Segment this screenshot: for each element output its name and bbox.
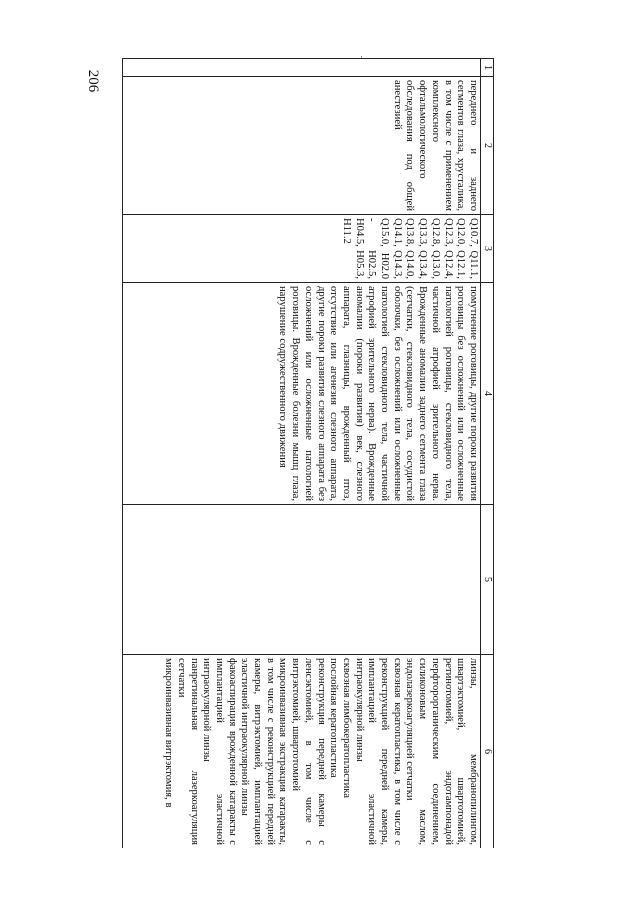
table-row [123,59,481,849]
cell-diagnosis-area: переднего и заднего сегментов глаза, хрусталика, в том числе с применением комплексного офтальмологического обследования под общей анестезией [123,77,481,215]
header-col-1: 1 [481,59,494,77]
header-col-3: 3 [481,215,494,283]
method-item: микроинвазивная витрэктомия, в [163,658,175,808]
method-item: факоаспирация врожденной катаракты с имплантацией эластичной интраокулярной линзы [201,658,238,845]
cell-treatment-type [123,505,481,655]
header-col-2: 2 [481,77,494,215]
cell-col-1 [123,59,481,77]
method-item: реконструкция передней камеры с ленсэктомией, в том числе с витрэктомией, швартотомией [290,658,327,845]
header-col-6: 6 [481,655,494,849]
header-col-4: 4 [481,283,494,505]
stray-mark: · [360,52,363,62]
table-header-row [481,59,494,849]
methods-list [161,658,479,845]
rotated-table-area [122,58,494,848]
method-item: линзы, мембранопилингом, швартэктомией, швартотомией, ретинотомией, эндотампонадой перфторорганическим соединением, силиконовым маслом, эндолазеркоагуляцией сетчатки [404,658,479,845]
method-item: микроинвазивная экстракция катаракты, в том числе с реконструкцией передней камеры, витрэктомией, имплантацией эластичной интраокулярной линзы [239,658,289,845]
cell-methods [123,655,481,849]
method-item: сквозная лимбокератопластика [340,658,352,798]
cell-disease-model: помутнение роговицы, другие пороки развития роговицы без осложнений или осложненные патологией роговицы, стекловидного тела, частичной атрофией зрительного нерва. Врожденные аномалии заднего сегмента глаза (сетчатки, стекловидного тела, сосудистой оболочки, без осложнений или осложненные патологией стекловидного тела, частичной атрофией зрительного нерва). Врожденные аномалии (пороки развития) век, слезного аппарата, глазницы, врожденный птоз, отсутствие или агенезия слезного аппарата, другие пороки развития слезного аппарата без осложнений или осложненные патологией роговицы. Врожденные болезни мышц глаза, нарушение содружественного движения [123,283,481,505]
page-number: 206 [85,69,102,93]
method-item: послойная кератопластика [328,658,340,778]
header-col-5: 5 [481,505,494,655]
cell-icd-codes: Q10.7, Q11.1, Q12.0, Q12.1, Q12.3, Q12.4, Q12.8, Q13.0, Q13.3, Q13.4, Q13.8, Q14.0, Q14.1, Q14.3, Q15.0, H02.0 - H02.5, H04.5, H05.3, H11.2 [123,215,481,283]
procedures-table [122,58,494,848]
rotated-table-wrapper [122,58,494,848]
method-item: панретинальная лазеркоагуляция сетчатки [175,658,200,845]
method-item: сквозная кератопластика, в том числе с реконструкцией передней камеры, имплантацией эластичной интраокулярной линзы [353,658,403,845]
